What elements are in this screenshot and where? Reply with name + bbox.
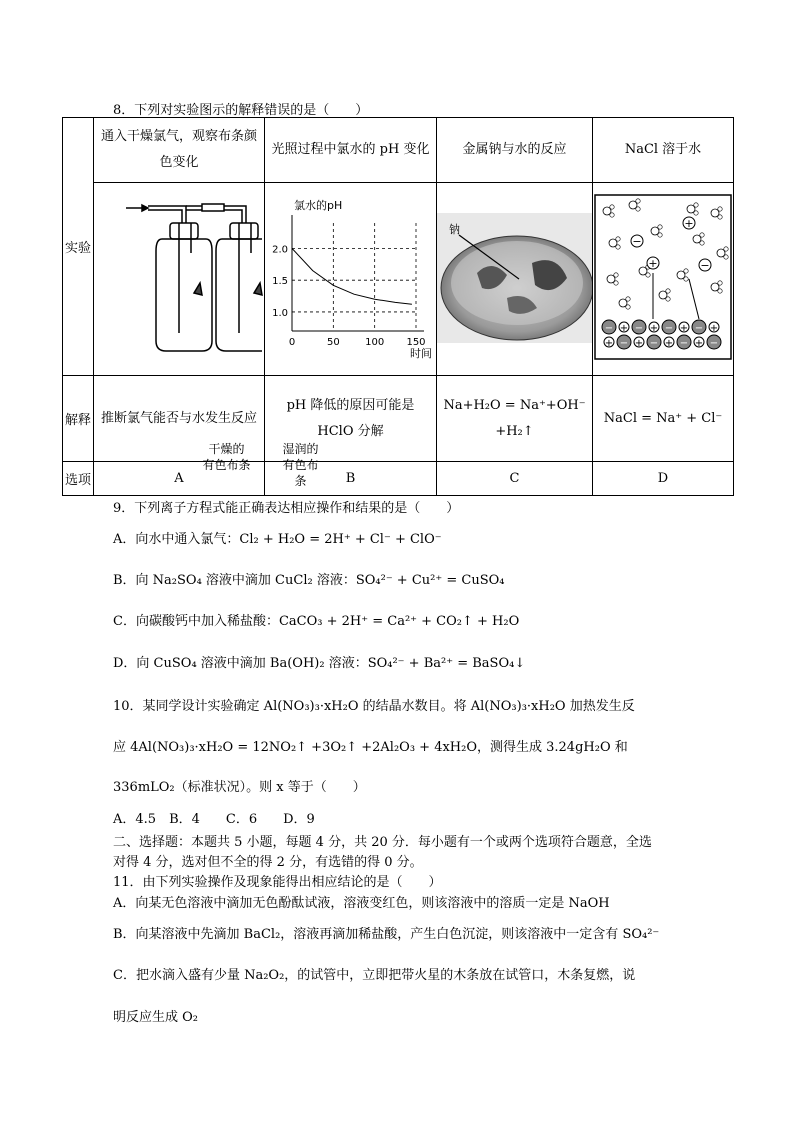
ion-charge: − [664, 323, 674, 334]
x-axis-label: 时间 [409, 347, 432, 360]
water-molecule [718, 215, 722, 219]
water-molecule [700, 233, 704, 237]
header-d: NaCl 溶于水 [593, 118, 734, 183]
water-molecule [658, 233, 662, 237]
ion-charge: − [619, 338, 629, 349]
water-molecule [610, 205, 614, 209]
ion-charge: − [694, 323, 704, 334]
ion-charge: + [619, 323, 629, 334]
explanation-d: NaCl = Na⁺ + Cl⁻ [593, 376, 734, 462]
water-molecule [616, 245, 620, 249]
water-molecule [616, 237, 620, 241]
ph-curve [292, 248, 412, 304]
explanation-b: pH 降低的原因可能是 HClO 分解 [265, 376, 437, 462]
row-label-option: 选项 [63, 462, 94, 496]
x-tick-label: 150 [405, 337, 426, 348]
q11-option-c-line-2: 明反应生成 O₂ [113, 1010, 199, 1025]
ion-charge: + [684, 217, 694, 230]
q9-option-c: C．向碳酸钙中加入稀盐酸：CaCO₃ + 2H⁺ = Ca²⁺ + CO₂↑ + H₂O [113, 614, 520, 629]
water-molecule [694, 203, 698, 207]
stopper-2 [230, 223, 258, 239]
ion-charge: − [700, 259, 710, 272]
option-c: C [437, 462, 593, 496]
water-molecule [607, 275, 615, 283]
figure-d-nacl-dissolve [593, 183, 734, 376]
water-molecule [684, 277, 688, 281]
q11-option-b: B．向某溶液中先滴加 BaCl₂，溶液再滴加稀盐酸，产生白色沉淀，则该溶液中一定含有 SO₄²⁻ [113, 927, 660, 942]
water-molecule [614, 273, 618, 277]
water-molecule [694, 211, 698, 215]
y-axis-label: 氯水的pH [293, 199, 342, 212]
ph-line-chart [266, 183, 436, 371]
option-b: B [265, 462, 437, 496]
water-molecule [724, 255, 728, 259]
ion-charge: − [634, 323, 644, 334]
ion-charge: + [679, 323, 689, 334]
q8-stem: 8．下列对实验图示的解释错误的是（ ） [113, 103, 369, 118]
q9-stem: 9．下列离子方程式能正确表达相应操作和结果的是（ ） [113, 501, 460, 516]
water-molecule [718, 289, 722, 293]
option-d: D [593, 462, 734, 496]
sodium-label: 钠 [449, 223, 460, 236]
q9-option-b: B．向 Na₂SO₄ 溶液中滴加 CuCl₂ 溶液：SO₄²⁻ + Cu²⁺ = CuSO₄ [113, 573, 505, 588]
q9-option-d: D．向 CuSO₄ 溶液中滴加 Ba(OH)₂ 溶液：SO₄²⁻ + Ba²⁺ = BaSO₄↓ [113, 656, 526, 671]
q10-line-1: 10．某同学设计实验确定 Al(NO₃)₃·xH₂O 的结晶水数目。将 Al(NO₃)₃·xH₂O 加热发生反 [113, 699, 635, 714]
water-molecule [711, 283, 719, 291]
x-tick-label: 100 [364, 337, 384, 348]
q11-option-c-line-1: C．把水滴入盛有少量 Na₂O₂，的试管中，立即把带火星的木条放在试管口，木条复燃，说 [113, 968, 636, 983]
ion-charge: + [648, 257, 658, 270]
label-wet-cloth: 湿润的 有色布条 [282, 441, 319, 488]
explanation-a: 推断氯气能否与水发生反应 [94, 376, 265, 462]
ion-charge: − [604, 323, 614, 334]
water-molecule [658, 225, 662, 229]
header-b: 光照过程中氯水的 pH 变化 [265, 118, 437, 183]
row-label-experiment: 实验 [63, 118, 94, 376]
q10-options: A．4.5 B．4 C．6 D．9 [113, 812, 315, 827]
water-molecule [619, 299, 627, 307]
q9-option-a: A．向水中通入氯气：Cl₂ + H₂O = 2H⁺ + Cl⁻ + ClO⁻ [113, 532, 442, 547]
ion-charge: + [694, 338, 704, 349]
water-molecule [636, 199, 640, 203]
water-molecule [711, 209, 719, 217]
ion-charge: − [632, 235, 642, 248]
water-molecule [629, 201, 637, 209]
ion-charge: + [634, 338, 644, 349]
section2-line-2: 对得 4 分，选对但不全的得 2 分，有选错的得 0 分。 [113, 855, 423, 870]
ion-charge: − [679, 338, 689, 349]
x-tick-label: 50 [326, 337, 340, 348]
water-molecule [718, 207, 722, 211]
q11-option-a: A．向某无色溶液中滴加无色酚酞试液，溶液变红色，则该溶液中的溶质一定是 NaOH [113, 896, 610, 911]
explanation-c: Na+H₂O = Na⁺+OH⁻ +H₂↑ [437, 376, 593, 462]
ion-charge: + [664, 338, 674, 349]
water-molecule [626, 305, 630, 309]
water-molecule [724, 247, 728, 251]
water-molecule [609, 239, 617, 247]
water-molecule [659, 291, 667, 299]
water-molecule [610, 213, 614, 217]
water-molecule [684, 269, 688, 273]
q8-table [62, 117, 734, 496]
bottle-1 [156, 239, 212, 351]
water-molecule [636, 207, 640, 211]
y-tick-label: 1.5 [271, 276, 288, 288]
water-molecule [603, 207, 611, 215]
y-tick-label: 1.0 [271, 307, 288, 319]
x-tick-label: 0 [288, 337, 295, 348]
section2-line-1: 二、选择题：本题共 5 小题，每题 4 分，共 20 分．每小题有一个或两个选项符合题意，全选 [113, 835, 652, 850]
water-molecule [693, 235, 701, 243]
q10-line-3: 336mLO₂（标准状况）。则 x 等于（ ） [113, 780, 366, 795]
stopper-1 [170, 223, 198, 239]
ion-charge: − [649, 338, 659, 349]
row-label-explanation: 解释 [63, 376, 94, 462]
label-dry-cloth: 干燥的 有色布条 [202, 441, 251, 472]
water-molecule [614, 281, 618, 285]
water-molecule [718, 281, 722, 285]
ion-charge: + [604, 338, 614, 349]
water-molecule [626, 297, 630, 301]
ion-charge: − [709, 338, 719, 349]
ion-charge: + [709, 323, 719, 334]
q10-line-2: 应 4Al(NO₃)₃·xH₂O = 12NO₂↑ +3O₂↑ +2Al₂O₃ + 4xH₂O，测得生成 3.24gH₂O 和 [113, 740, 628, 755]
water-molecule [651, 227, 659, 235]
water-molecule [687, 205, 695, 213]
water-molecule [700, 241, 704, 245]
ion-charge: + [649, 323, 659, 334]
option-a: A [94, 462, 265, 496]
water-molecule [646, 273, 650, 277]
figure-b-ph-chart [265, 183, 437, 376]
figure-c-sodium-photo [437, 183, 593, 376]
water-molecule [677, 271, 685, 279]
y-tick-label: 2.0 [271, 244, 288, 256]
q11-stem: 11．由下列实验操作及现象能得出相应结论的是（ ） [113, 875, 442, 890]
header-c: 金属钠与水的反应 [437, 118, 593, 183]
header-a: 通入干燥氯气，观察布条颜色变化 [94, 118, 265, 183]
water-molecule [666, 297, 670, 301]
water-molecule [666, 289, 670, 293]
water-molecule [639, 267, 647, 275]
water-molecule [717, 249, 725, 257]
